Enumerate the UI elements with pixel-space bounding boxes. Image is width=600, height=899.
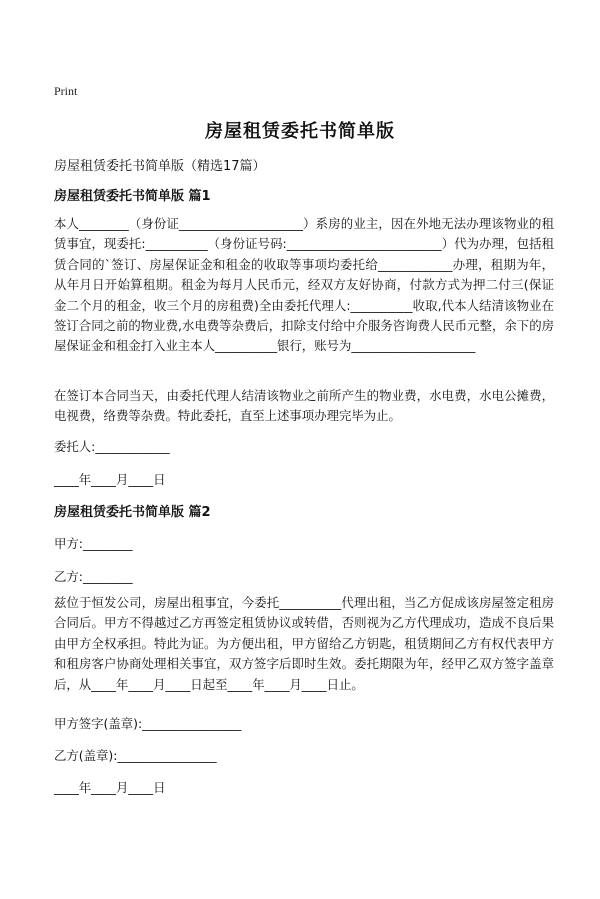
section2-paragraph1: 兹位于恒发公司，房屋出租事宜，今委托__________代理出租，当乙方促成该房屋签定租房合同后。甲方不得越过乙方再签定租赁协议或转借，否则视为乙方代理成功，造成不良后果由甲方全权承担。特此为证。为方便出租，甲方留给乙方钥匙，租赁期间乙方有权代表甲方和租房客户协商处理相关事宜，双方签字后即时生效。委托期限为年，经甲乙双方签字盖章后，从____年____月____日起至____年____月____日止。 (54, 595, 554, 692)
section1-paragraph1: 本人________（身份证____________________）系房的业主，因在外地无法办理该物业的租赁事宜，现委托:__________（身份证号码:_________________________）代为办理，包括租赁合同的`签订、房屋保证金和租金的收取等事项均委托给____________办理，租期为年，从年月日开始算租期。租金为每月人民币元，经双方友好协商，付款方式为押二付三(保证金二个月的租金，收三个月的房租费)全由委托代理人:__________收取,代本人结清该物业在签订合同之前的物业费,水电费等杂费后，扣除支付给中介服务咨询费人民币元整，余下的房屋保证金和租金打入业主本人__________银行，账号为____________________ (54, 216, 554, 354)
section1-paragraph2: 在签订本合同当天，由委托代理人结清该物业之前所产生的物业费，水电费，水电公摊费，电视费，络费等杂费。特此委托，直至上述事项办理完毕为止。 (54, 388, 554, 424)
document-subtitle: 房屋租赁委托书简单版（精选17篇） (54, 159, 266, 174)
section2-heading: 房屋租赁委托书简单版 篇2 (54, 505, 211, 520)
document-title: 房屋租赁委托书简单版 (205, 121, 395, 142)
party-a-signature-line: 甲方签字(盖章):________________ (54, 716, 242, 731)
party-b-line: 乙方:________ (54, 569, 133, 584)
party-b-signature-line: 乙方(盖章):________________ (54, 748, 217, 763)
section2-date-line: ____年____月____日 (54, 780, 166, 795)
section1-heading: 房屋租赁委托书简单版 篇1 (54, 189, 211, 204)
principal-signature-line: 委托人:____________ (54, 439, 170, 454)
section1-date-line: ____年____月____日 (54, 472, 166, 487)
print-link[interactable]: Print (54, 84, 78, 98)
party-a-line: 甲方:________ (54, 536, 133, 551)
